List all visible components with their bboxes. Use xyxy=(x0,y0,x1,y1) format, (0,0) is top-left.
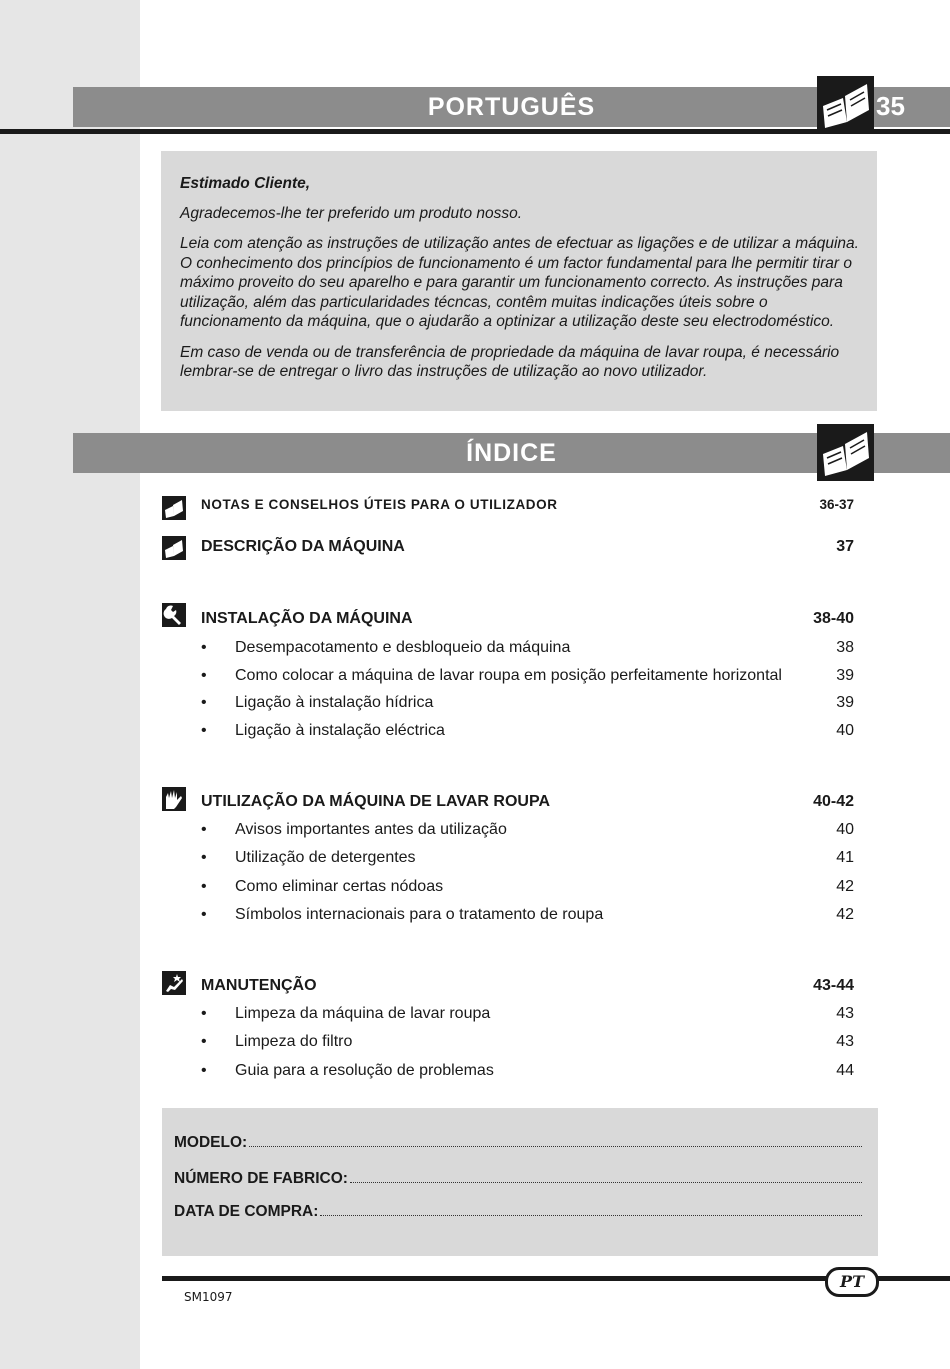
toc-section-title: DESCRIÇÃO DA MÁQUINA xyxy=(201,538,405,555)
purchase-date-label: DATA DE COMPRA: xyxy=(174,1203,319,1220)
toc-item: Desempacotamento e desbloqueio da máquina xyxy=(235,639,571,656)
toc-section-pages: 36-37 xyxy=(819,497,854,512)
purchase-date-field[interactable] xyxy=(320,1199,862,1216)
cleaning-icon xyxy=(162,971,186,995)
toc-item-page: 43 xyxy=(836,1033,854,1050)
bullet: • xyxy=(201,906,207,923)
toc-item: Utilização de detergentes xyxy=(235,849,416,866)
greeting: Estimado Cliente, xyxy=(180,175,311,192)
page-number: 35 xyxy=(876,91,905,121)
toc-item-page: 44 xyxy=(836,1062,854,1079)
bullet: • xyxy=(201,694,207,711)
bullet: • xyxy=(201,1062,207,1079)
serial-row xyxy=(174,1166,862,1188)
bullet: • xyxy=(201,722,207,739)
toc-section-title: INSTALAÇÃO DA MÁQUINA xyxy=(201,610,413,627)
toc-item-page: 38 xyxy=(836,639,854,656)
toc-item-page: 39 xyxy=(836,694,854,711)
toc-item: Avisos importantes antes da utilização xyxy=(235,821,507,838)
header-rule xyxy=(0,129,950,134)
toc-section-pages: 37 xyxy=(836,538,854,555)
model-label: MODELO: xyxy=(174,1134,248,1151)
bullet: • xyxy=(201,639,207,656)
bullet: • xyxy=(201,1033,207,1050)
toc-item: Ligação à instalação hídrica xyxy=(235,694,434,711)
intro-paragraph-1: Leia com atenção as instruções de utilização antes de efectuar as ligações e de utilizar a máquina. O conhecimento dos princípios de funcionamento é um factor fundamental para lhe permitir tirar o máximo proveito do seu aparelho e para garantir um funcionamento correcto. As instruções para utilização, além das particularidades técncas, contêm muitas indicações úteis sobre o funcionamento da máquina, que o ajudarão a optinizar a utilização deste seu electrodoméstico. xyxy=(180,235,859,330)
intro-paragraph-2: Em caso de venda ou de transferência de propriedade da máquina de lavar roupa, é necessário lembrar-se de entregar o livro das instruções de utilização ao novo utilizador. xyxy=(180,343,840,380)
toc-item-page: 43 xyxy=(836,1005,854,1022)
model-field[interactable] xyxy=(249,1130,862,1147)
toc-item-page: 40 xyxy=(836,722,854,739)
thanks-text: Agradecemos-lhe ter preferido um produto nosso. xyxy=(180,204,523,222)
hands-icon xyxy=(162,787,186,811)
toc-item: Guia para a resolução de problemas xyxy=(235,1062,494,1079)
left-margin-strip xyxy=(0,0,140,1369)
bullet: • xyxy=(201,849,207,866)
serial-number-field[interactable] xyxy=(350,1166,862,1183)
toc-item: Limpeza da máquina de lavar roupa xyxy=(235,1005,491,1022)
book-icon xyxy=(162,496,186,520)
index-title: ÍNDICE xyxy=(466,439,557,467)
language-title: PORTUGUÊS xyxy=(427,93,596,121)
intro-box xyxy=(161,151,877,411)
open-book-icon xyxy=(817,424,874,481)
toc-item-page: 41 xyxy=(836,849,854,866)
bullet: • xyxy=(201,667,207,684)
toc-item-page: 39 xyxy=(836,667,854,684)
toc-item: Limpeza do filtro xyxy=(235,1033,353,1050)
bullet: • xyxy=(201,821,207,838)
model-row xyxy=(174,1130,862,1152)
toc-section-title: MANUTENÇÃO xyxy=(201,977,317,994)
book-icon xyxy=(162,536,186,560)
toc-section-pages: 43-44 xyxy=(813,977,854,994)
toc-section-pages: 38-40 xyxy=(813,610,854,627)
toc-section-pages: 40-42 xyxy=(813,793,854,810)
toc-item-page: 42 xyxy=(836,878,854,895)
bullet: • xyxy=(201,878,207,895)
toc-item-page: 42 xyxy=(836,906,854,923)
toc-item: Símbolos internacionais para o tratamento de roupa xyxy=(235,906,604,923)
language-code-badge: PT xyxy=(825,1267,879,1297)
open-book-icon xyxy=(817,76,874,133)
toc-item-page: 40 xyxy=(836,821,854,838)
toc-item: Ligação à instalação eléctrica xyxy=(235,722,445,739)
toc-item: Como eliminar certas nódoas xyxy=(235,878,444,895)
document-code: SM1097 xyxy=(184,1290,233,1304)
wrench-icon xyxy=(162,603,186,627)
purchase-date-row xyxy=(174,1199,862,1221)
product-info-form xyxy=(162,1108,878,1256)
serial-number-label: NÚMERO DE FABRICO: xyxy=(174,1170,348,1187)
toc-section-title: NOTAS E CONSELHOS ÚTEIS PARA O UTILIZADOR xyxy=(201,497,558,512)
toc-item: Como colocar a máquina de lavar roupa em posição perfeitamente horizontal xyxy=(235,667,782,684)
toc-section-title: UTILIZAÇÃO DA MÁQUINA DE LAVAR ROUPA xyxy=(201,793,551,810)
bullet: • xyxy=(201,1005,207,1022)
